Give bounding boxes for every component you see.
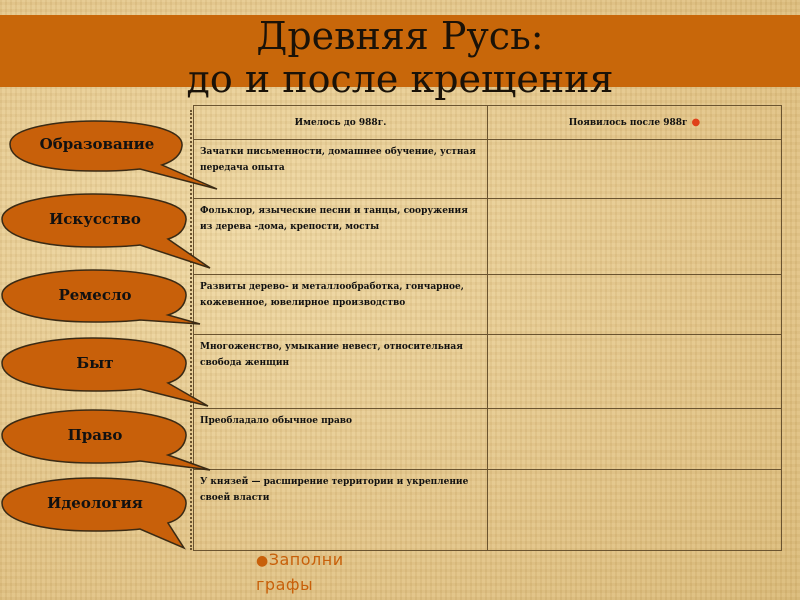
cell-before: Преобладало обычное право bbox=[194, 409, 488, 470]
bullet-icon: ● bbox=[256, 553, 269, 569]
table-row bbox=[194, 470, 782, 551]
cell-before: Фольклор, языческие песни и танцы, сооружения из дерева -дома, крепости, мосты bbox=[194, 199, 488, 275]
bubble-art bbox=[0, 194, 190, 244]
dotted-guide-line bbox=[190, 110, 192, 550]
table-header-row bbox=[194, 106, 782, 140]
table-row bbox=[194, 275, 782, 335]
cell-before: Многоженство, умыкание невест, относительная свобода женщин bbox=[194, 335, 488, 409]
header-before-988: Имелось до 988г. bbox=[194, 106, 488, 140]
cell-after[interactable] bbox=[488, 199, 782, 275]
category-label: Ремесло bbox=[58, 286, 132, 304]
cell-after[interactable] bbox=[488, 470, 782, 551]
cell-before: Зачатки письменности, домашнее обучение, устная передача опыта bbox=[194, 140, 488, 199]
table-row bbox=[194, 140, 782, 199]
category-label: Искусство bbox=[49, 210, 141, 228]
header-after-988: Появилось после 988г ● bbox=[488, 106, 782, 140]
cell-after[interactable] bbox=[488, 275, 782, 335]
cell-before: У князей — расширение территории и укрепление своей власти bbox=[194, 470, 488, 551]
table-row bbox=[194, 409, 782, 470]
table-row bbox=[194, 199, 782, 275]
category-label: Идеология bbox=[47, 494, 143, 512]
bubble-life bbox=[0, 338, 190, 388]
bubble-education bbox=[2, 119, 192, 169]
bubble-ideology bbox=[0, 478, 190, 528]
category-label: Образование bbox=[39, 135, 155, 153]
bullet-icon: ● bbox=[691, 116, 701, 128]
cell-after[interactable] bbox=[488, 140, 782, 199]
table-row bbox=[194, 335, 782, 409]
instruction-text: Заполни графы bbox=[256, 550, 344, 594]
category-label: Быт bbox=[76, 354, 114, 372]
slide-title-line2: до и после крещения bbox=[186, 57, 614, 101]
fill-in-instruction bbox=[256, 548, 386, 596]
bubble-craft bbox=[0, 270, 190, 320]
comparison-table bbox=[193, 105, 782, 551]
bubble-law bbox=[0, 410, 190, 460]
cell-after[interactable] bbox=[488, 409, 782, 470]
slide-title-line1: Древняя Русь: bbox=[256, 14, 544, 58]
cell-before: Развиты дерево- и металлообработка, гончарное, кожевенное, ювелирное производство bbox=[194, 275, 488, 335]
cell-after[interactable] bbox=[488, 335, 782, 409]
category-label: Право bbox=[67, 426, 123, 444]
